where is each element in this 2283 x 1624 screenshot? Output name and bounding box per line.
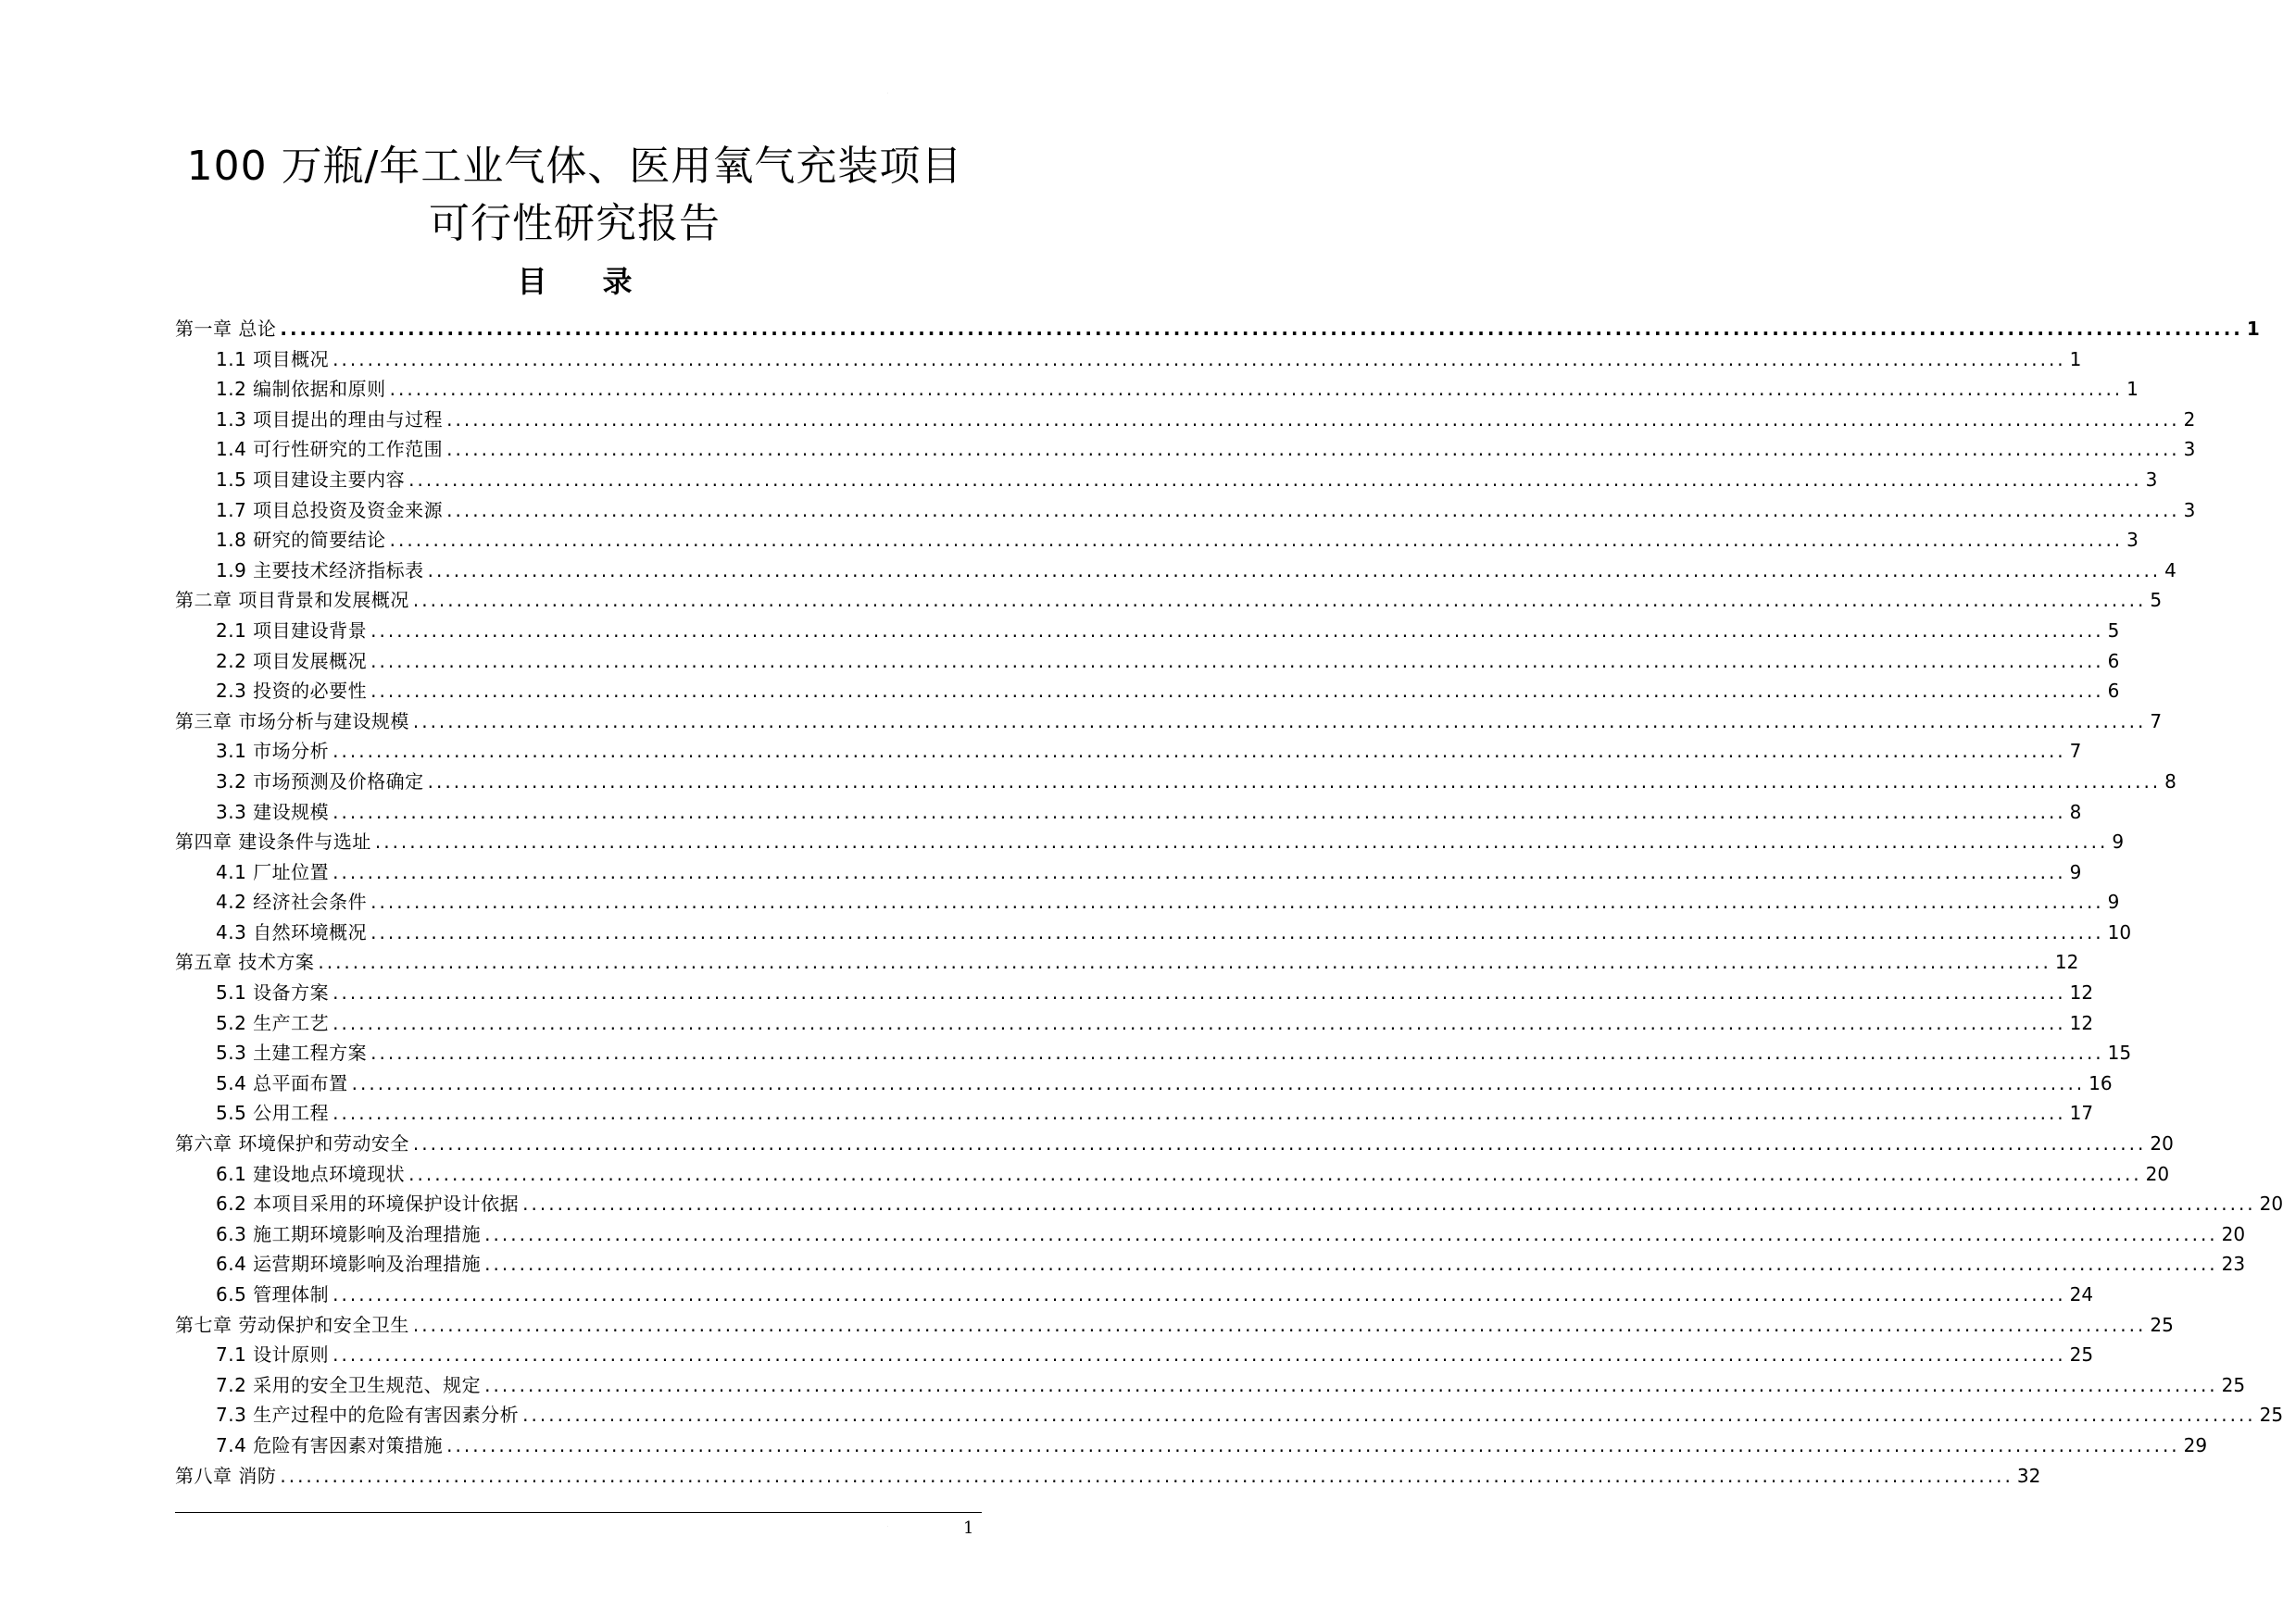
toc-section-entry[interactable] xyxy=(175,1370,2246,1401)
toc-section-entry[interactable] xyxy=(175,525,2139,556)
toc-section-entry[interactable] xyxy=(175,1068,2113,1099)
toc-section-entry[interactable] xyxy=(175,465,2158,495)
toc-section-entry[interactable] xyxy=(175,767,2176,797)
toc-entry-page: 4 xyxy=(2164,558,2176,581)
toc-entry-label: 5.4 总平面布置 xyxy=(216,1071,348,1094)
toc-entry-page: 25 xyxy=(2069,1343,2094,1367)
toc-entry-page: 5 xyxy=(2150,589,2163,612)
toc-section-entry[interactable] xyxy=(175,797,2082,828)
toc-dot-leader: ........................................................................................................................................................................................................ xyxy=(412,1132,2147,1156)
toc-dot-leader: ........................................................................................................................................................................................................ xyxy=(412,709,2147,732)
toc-dot-leader: ........................................................................................................................................................................................................ xyxy=(332,981,2066,1005)
toc-dot-leader: ........................................................................................................................................................................................................ xyxy=(370,891,2104,914)
toc-section-entry[interactable] xyxy=(175,1400,2283,1430)
toc-dot-leader: ........................................................................................................................................................................................................ xyxy=(446,1433,2180,1456)
footer-watermark-mark: · xyxy=(887,1524,889,1529)
toc-section-entry[interactable] xyxy=(175,1098,2094,1129)
toc-entry-label: 4.2 经济社会条件 xyxy=(216,891,368,914)
toc-dot-leader: ........................................................................................................................................................................................................ xyxy=(412,589,2147,612)
toc-entry-label: 7.4 危险有害因素对策措施 xyxy=(216,1433,444,1456)
toc-section-entry[interactable] xyxy=(175,1280,2094,1310)
toc-dot-leader: ........................................................................................................................................................................................................ xyxy=(484,1373,2218,1396)
toc-entry-page: 20 xyxy=(2259,1193,2283,1216)
toc-entry-label: 1.2 编制依据和原则 xyxy=(216,378,386,401)
toc-entry-label: 4.3 自然环境概况 xyxy=(216,920,368,943)
toc-entry-page: 20 xyxy=(2150,1132,2174,1156)
toc-entry-page: 1 xyxy=(2126,378,2139,401)
toc-chapter-entry[interactable] xyxy=(175,1461,2041,1492)
toc-section-entry[interactable] xyxy=(175,495,2196,526)
toc-entry-label: 6.2 本项目采用的环境保护设计依据 xyxy=(216,1193,520,1216)
toc-chapter-entry[interactable] xyxy=(175,1310,2174,1341)
toc-dot-leader: ........................................................................................................................................................................................................ xyxy=(280,318,2243,340)
toc-dot-leader: ........................................................................................................................................................................................................ xyxy=(408,1162,2142,1185)
toc-entry-label: 第一章 总论 xyxy=(175,318,277,340)
toc-entry-page: 1 xyxy=(2246,318,2260,340)
toc-entry-page: 10 xyxy=(2107,920,2132,943)
toc-section-entry[interactable] xyxy=(175,1159,2170,1190)
toc-dot-leader: ........................................................................................................................................................................................................ xyxy=(370,1042,2104,1065)
toc-entry-page: 9 xyxy=(2112,831,2125,854)
toc-entry-label: 3.1 市场分析 xyxy=(216,740,330,763)
toc-dot-leader: ........................................................................................................................................................................................................ xyxy=(412,1313,2147,1336)
toc-dot-leader: ........................................................................................................................................................................................................ xyxy=(484,1222,2218,1245)
toc-entry-page: 29 xyxy=(2183,1433,2208,1456)
toc-entry-label: 5.2 生产工艺 xyxy=(216,1011,330,1034)
toc-dot-leader: ........................................................................................................................................................................................................ xyxy=(408,468,2142,491)
toc-chapter-entry[interactable] xyxy=(175,1129,2174,1159)
toc-section-entry[interactable] xyxy=(175,1038,2132,1068)
toc-entry-label: 第三章 市场分析与建设规模 xyxy=(175,709,409,732)
toc-entry-page: 7 xyxy=(2069,740,2082,763)
toc-entry-label: 3.2 市场预测及价格确定 xyxy=(216,769,424,793)
toc-entry-label: 第五章 技术方案 xyxy=(175,951,315,974)
toc-dot-leader: ........................................................................................................................................................................................................ xyxy=(389,378,2124,401)
toc-entry-page: 9 xyxy=(2107,891,2120,914)
toc-section-entry[interactable] xyxy=(175,556,2176,586)
toc-entry-page: 8 xyxy=(2069,800,2082,823)
toc-chapter-entry[interactable] xyxy=(175,314,2260,344)
toc-entry-label: 2.1 项目建设背景 xyxy=(216,618,368,642)
toc-entry-page: 1 xyxy=(2069,347,2082,370)
toc-entry-label: 4.1 厂址位置 xyxy=(216,860,330,883)
toc-entry-page: 15 xyxy=(2107,1042,2132,1065)
toc-dot-leader: ........................................................................................................................................................................................................ xyxy=(446,498,2180,521)
toc-entry-page: 17 xyxy=(2069,1102,2094,1125)
toc-section-entry[interactable] xyxy=(175,374,2139,405)
toc-chapter-entry[interactable] xyxy=(175,706,2163,737)
toc-dot-leader: ........................................................................................................................................................................................................ xyxy=(351,1071,2086,1094)
toc-entry-page: 3 xyxy=(2183,498,2196,521)
toc-section-entry[interactable] xyxy=(175,857,2082,888)
toc-entry-label: 第八章 消防 xyxy=(175,1464,277,1487)
toc-entry-page: 20 xyxy=(2145,1162,2170,1185)
toc-entry-label: 第六章 环境保护和劳动安全 xyxy=(175,1132,409,1156)
toc-dot-leader: ........................................................................................................................................................................................................ xyxy=(522,1404,2256,1427)
toc-section-entry[interactable] xyxy=(175,1189,2283,1219)
toc-entry-label: 6.1 建设地点环境现状 xyxy=(216,1162,406,1185)
toc-entry-label: 7.1 设计原则 xyxy=(216,1343,330,1367)
toc-entry-label: 2.2 项目发展概况 xyxy=(216,649,368,672)
toc-dot-leader: ........................................................................................................................................................................................................ xyxy=(427,558,2162,581)
toc-section-entry[interactable] xyxy=(175,1008,2094,1039)
toc-section-entry[interactable] xyxy=(175,344,2082,375)
toc-dot-leader: ........................................................................................................................................................................................................ xyxy=(484,1253,2218,1276)
toc-dot-leader: ........................................................................................................................................................................................................ xyxy=(332,800,2066,823)
toc-section-entry[interactable] xyxy=(175,646,2120,677)
toc-entry-page: 5 xyxy=(2107,618,2120,642)
toc-section-entry[interactable] xyxy=(175,1219,2246,1250)
toc-dot-leader: ........................................................................................................................................................................................................ xyxy=(389,529,2124,552)
toc-dot-leader: ........................................................................................................................................................................................................ xyxy=(332,860,2066,883)
toc-entry-page: 20 xyxy=(2221,1222,2246,1245)
toc-heading: 目录 xyxy=(517,264,688,299)
toc-dot-leader: ........................................................................................................................................................................................................ xyxy=(318,951,2051,974)
toc-entry-label: 1.3 项目提出的理由与过程 xyxy=(216,407,444,431)
toc-section-entry[interactable] xyxy=(175,405,2196,435)
toc-section-entry[interactable] xyxy=(175,434,2196,465)
document-title-line2: 可行性研究报告 xyxy=(429,200,721,247)
toc-entry-label: 7.3 生产过程中的危险有害因素分析 xyxy=(216,1404,520,1427)
toc-dot-leader: ........................................................................................................................................................................................................ xyxy=(522,1193,2256,1216)
toc-entry-label: 第七章 劳动保护和安全卫生 xyxy=(175,1313,409,1336)
toc-dot-leader: ........................................................................................................................................................................................................ xyxy=(280,1464,2013,1487)
toc-section-entry[interactable] xyxy=(175,887,2120,918)
toc-entry-page: 7 xyxy=(2150,709,2163,732)
toc-dot-leader: ........................................................................................................................................................................................................ xyxy=(370,920,2104,943)
toc-entry-page: 25 xyxy=(2259,1404,2283,1427)
table-of-contents xyxy=(175,314,2283,1491)
toc-entry-label: 2.3 投资的必要性 xyxy=(216,680,368,703)
toc-entry-label: 6.4 运营期环境影响及治理措施 xyxy=(216,1253,482,1276)
toc-entry-page: 3 xyxy=(2183,438,2196,461)
toc-entry-label: 1.4 可行性研究的工作范围 xyxy=(216,438,444,461)
toc-entry-label: 1.9 主要技术经济指标表 xyxy=(216,558,424,581)
toc-entry-page: 24 xyxy=(2069,1283,2094,1305)
toc-entry-page: 8 xyxy=(2164,769,2176,793)
toc-dot-leader: ........................................................................................................................................................................................................ xyxy=(374,831,2109,854)
toc-section-entry[interactable] xyxy=(175,676,2120,706)
toc-entry-page: 6 xyxy=(2107,649,2120,672)
toc-dot-leader: ........................................................................................................................................................................................................ xyxy=(332,1011,2066,1034)
toc-section-entry[interactable] xyxy=(175,1249,2246,1280)
toc-dot-leader: ........................................................................................................................................................................................................ xyxy=(332,740,2066,763)
toc-section-entry[interactable] xyxy=(175,978,2094,1008)
watermark-mark: · xyxy=(887,91,889,95)
toc-section-entry[interactable] xyxy=(175,1340,2094,1370)
toc-dot-leader: ........................................................................................................................................................................................................ xyxy=(332,1343,2066,1367)
toc-entry-label: 6.3 施工期环境影响及治理措施 xyxy=(216,1222,482,1245)
toc-dot-leader: ........................................................................................................................................................................................................ xyxy=(332,1102,2066,1125)
toc-entry-label: 1.7 项目总投资及资金来源 xyxy=(216,498,444,521)
toc-chapter-entry[interactable] xyxy=(175,585,2163,616)
toc-entry-page: 6 xyxy=(2107,680,2120,703)
page-number: 1 xyxy=(963,1518,974,1538)
toc-dot-leader: ........................................................................................................................................................................................................ xyxy=(332,1283,2066,1305)
toc-entry-page: 32 xyxy=(2016,1464,2041,1487)
toc-entry-page: 12 xyxy=(2069,981,2094,1005)
document-title-line1: 100 万瓶/年工业气体、医用氧气充装项目 xyxy=(186,143,963,190)
toc-entry-page: 2 xyxy=(2183,407,2196,431)
toc-dot-leader: ........................................................................................................................................................................................................ xyxy=(370,680,2104,703)
toc-entry-page: 23 xyxy=(2221,1253,2246,1276)
toc-dot-leader: ........................................................................................................................................................................................................ xyxy=(332,347,2066,370)
toc-entry-label: 6.5 管理体制 xyxy=(216,1283,330,1305)
toc-entry-label: 1.5 项目建设主要内容 xyxy=(216,468,406,491)
toc-entry-label: 1.1 项目概况 xyxy=(216,347,330,370)
toc-entry-label: 5.5 公用工程 xyxy=(216,1102,330,1125)
toc-entry-page: 25 xyxy=(2221,1373,2246,1396)
toc-section-entry[interactable] xyxy=(175,918,2132,948)
toc-dot-leader: ........................................................................................................................................................................................................ xyxy=(446,407,2180,431)
toc-section-entry[interactable] xyxy=(175,616,2120,646)
toc-dot-leader: ........................................................................................................................................................................................................ xyxy=(427,769,2162,793)
toc-entry-label: 第二章 项目背景和发展概况 xyxy=(175,589,409,612)
toc-entry-label: 7.2 采用的安全卫生规范、规定 xyxy=(216,1373,482,1396)
toc-entry-label: 5.1 设备方案 xyxy=(216,981,330,1005)
toc-entry-label: 1.8 研究的简要结论 xyxy=(216,529,386,552)
toc-entry-label: 5.3 土建工程方案 xyxy=(216,1042,368,1065)
toc-entry-label: 3.3 建设规模 xyxy=(216,800,330,823)
toc-entry-page: 3 xyxy=(2145,468,2158,491)
toc-entry-page: 3 xyxy=(2126,529,2139,552)
toc-entry-page: 25 xyxy=(2150,1313,2174,1336)
toc-chapter-entry[interactable] xyxy=(175,827,2125,857)
toc-entry-page: 16 xyxy=(2089,1071,2113,1094)
toc-entry-page: 12 xyxy=(2054,951,2079,974)
toc-chapter-entry[interactable] xyxy=(175,947,2079,978)
footer-divider xyxy=(175,1512,982,1513)
toc-dot-leader: ........................................................................................................................................................................................................ xyxy=(370,618,2104,642)
toc-section-entry[interactable] xyxy=(175,1430,2208,1461)
toc-dot-leader: ........................................................................................................................................................................................................ xyxy=(446,438,2180,461)
toc-dot-leader: ........................................................................................................................................................................................................ xyxy=(370,649,2104,672)
toc-entry-page: 12 xyxy=(2069,1011,2094,1034)
toc-entry-page: 9 xyxy=(2069,860,2082,883)
toc-section-entry[interactable] xyxy=(175,736,2082,767)
toc-entry-label: 第四章 建设条件与选址 xyxy=(175,831,371,854)
